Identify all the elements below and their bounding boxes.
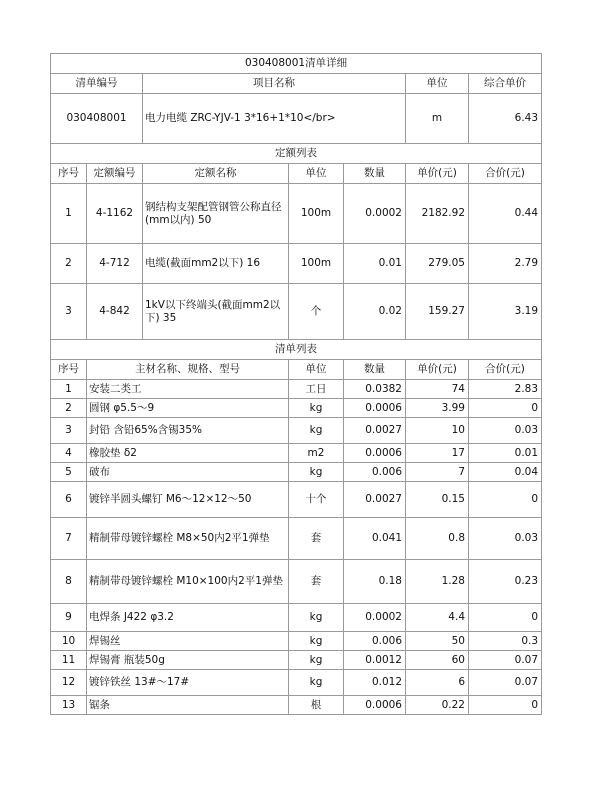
material-unit: m2 — [289, 444, 344, 463]
material-unit: kg — [289, 670, 344, 696]
table-title: 030408001清单详细 — [51, 54, 542, 74]
material-section-title: 清单列表 — [51, 340, 542, 360]
quota-price: 2182.92 — [406, 184, 469, 244]
material-row — [51, 482, 542, 518]
material-seq: 3 — [51, 418, 87, 444]
material-unit: kg — [289, 632, 344, 651]
quota-seq: 3 — [51, 284, 87, 340]
material-qty: 0.006 — [344, 632, 406, 651]
quota-code: 4-842 — [87, 284, 143, 340]
quota-header-unit: 单位 — [289, 164, 344, 184]
quota-unit: 100m — [289, 244, 344, 284]
material-seq: 1 — [51, 380, 87, 399]
material-seq: 5 — [51, 463, 87, 482]
material-row — [51, 604, 542, 632]
material-total: 0 — [469, 696, 542, 715]
material-name: 精制带母镀锌螺栓 M10×100内2平1弹垫 — [87, 560, 289, 604]
material-header-seq: 序号 — [51, 360, 87, 380]
material-unit: kg — [289, 399, 344, 418]
material-total: 0.03 — [469, 518, 542, 560]
quota-name: 1kV以下终端头(截面mm2以下) 35 — [143, 284, 289, 340]
material-header-name: 主材名称、规格、型号 — [87, 360, 289, 380]
material-unit: 套 — [289, 518, 344, 560]
material-row — [51, 399, 542, 418]
material-name: 镀锌半圆头螺钉 M6～12×12～50 — [87, 482, 289, 518]
material-price: 7 — [406, 463, 469, 482]
material-seq: 2 — [51, 399, 87, 418]
material-unit: kg — [289, 651, 344, 670]
material-unit: 十个 — [289, 482, 344, 518]
quota-code: 4-712 — [87, 244, 143, 284]
material-rows — [51, 380, 542, 715]
material-price: 0.8 — [406, 518, 469, 560]
material-row — [51, 651, 542, 670]
material-name: 锯条 — [87, 696, 289, 715]
material-qty: 0.006 — [344, 463, 406, 482]
header-unit: 单位 — [406, 74, 469, 94]
material-qty: 0.0006 — [344, 399, 406, 418]
material-price: 0.15 — [406, 482, 469, 518]
material-qty: 0.0002 — [344, 604, 406, 632]
material-seq: 4 — [51, 444, 87, 463]
bill-detail-table — [50, 53, 542, 715]
material-seq: 11 — [51, 651, 87, 670]
material-name: 橡胶垫 δ2 — [87, 444, 289, 463]
item-name: 电力电缆 ZRC-YJV-1 3*16+1*10</br> — [143, 94, 406, 144]
material-price: 6 — [406, 670, 469, 696]
material-qty: 0.0027 — [344, 418, 406, 444]
material-total: 0.3 — [469, 632, 542, 651]
quota-row — [51, 244, 542, 284]
material-qty: 0.18 — [344, 560, 406, 604]
material-total: 0.03 — [469, 418, 542, 444]
material-price: 4.4 — [406, 604, 469, 632]
material-price: 17 — [406, 444, 469, 463]
material-row — [51, 518, 542, 560]
material-total: 0.04 — [469, 463, 542, 482]
material-row — [51, 444, 542, 463]
material-seq: 7 — [51, 518, 87, 560]
material-unit: kg — [289, 418, 344, 444]
quota-qty: 0.02 — [344, 284, 406, 340]
material-row — [51, 696, 542, 715]
material-qty: 0.041 — [344, 518, 406, 560]
material-price: 50 — [406, 632, 469, 651]
quota-price: 159.27 — [406, 284, 469, 340]
material-name: 破布 — [87, 463, 289, 482]
quota-unit: 个 — [289, 284, 344, 340]
quota-price: 279.05 — [406, 244, 469, 284]
material-qty: 0.0382 — [344, 380, 406, 399]
material-name: 圆钢 φ5.5～9 — [87, 399, 289, 418]
material-qty: 0.0027 — [344, 482, 406, 518]
material-total: 0.07 — [469, 651, 542, 670]
material-qty: 0.012 — [344, 670, 406, 696]
quota-header-seq: 序号 — [51, 164, 87, 184]
quota-total: 3.19 — [469, 284, 542, 340]
quota-header-name: 定额名称 — [143, 164, 289, 184]
material-name: 精制带母镀锌螺栓 M8×50内2平1弹垫 — [87, 518, 289, 560]
quota-header-qty: 数量 — [344, 164, 406, 184]
material-seq: 9 — [51, 604, 87, 632]
material-row — [51, 463, 542, 482]
header-price: 综合单价 — [469, 74, 542, 94]
quota-unit: 100m — [289, 184, 344, 244]
quota-code: 4-1162 — [87, 184, 143, 244]
quota-name: 钢结构支架配管钢管公称直径(mm以内) 50 — [143, 184, 289, 244]
material-name: 镀锌铁丝 13#～17# — [87, 670, 289, 696]
material-unit: kg — [289, 604, 344, 632]
material-header-total: 合价(元) — [469, 360, 542, 380]
material-unit: 工日 — [289, 380, 344, 399]
material-seq: 13 — [51, 696, 87, 715]
material-qty: 0.0006 — [344, 696, 406, 715]
material-row — [51, 560, 542, 604]
material-row — [51, 380, 542, 399]
item-unit: m — [406, 94, 469, 144]
quota-total: 0.44 — [469, 184, 542, 244]
header-code: 清单编号 — [51, 74, 143, 94]
header-name: 项目名称 — [143, 74, 406, 94]
material-name: 封铅 含铅65%含锡35% — [87, 418, 289, 444]
material-total: 0 — [469, 604, 542, 632]
material-total: 2.83 — [469, 380, 542, 399]
item-code: 030408001 — [51, 94, 143, 144]
material-qty: 0.0006 — [344, 444, 406, 463]
quota-header-code: 定额编号 — [87, 164, 143, 184]
material-name: 焊锡丝 — [87, 632, 289, 651]
material-price: 0.22 — [406, 696, 469, 715]
material-price: 3.99 — [406, 399, 469, 418]
quota-total: 2.79 — [469, 244, 542, 284]
material-seq: 8 — [51, 560, 87, 604]
material-unit: 根 — [289, 696, 344, 715]
material-price: 74 — [406, 380, 469, 399]
material-name: 安装二类工 — [87, 380, 289, 399]
material-row — [51, 670, 542, 696]
material-seq: 6 — [51, 482, 87, 518]
quota-seq: 2 — [51, 244, 87, 284]
quota-header-price: 单价(元) — [406, 164, 469, 184]
material-seq: 10 — [51, 632, 87, 651]
quota-seq: 1 — [51, 184, 87, 244]
quota-section-title: 定额列表 — [51, 144, 542, 164]
quota-name: 电缆(截面mm2以下) 16 — [143, 244, 289, 284]
material-header-unit: 单位 — [289, 360, 344, 380]
quota-qty: 0.0002 — [344, 184, 406, 244]
material-total: 0.01 — [469, 444, 542, 463]
material-header-price: 单价(元) — [406, 360, 469, 380]
material-total: 0 — [469, 482, 542, 518]
material-total: 0.23 — [469, 560, 542, 604]
material-name: 焊锡膏 瓶装50g — [87, 651, 289, 670]
material-name: 电焊条 J422 φ3.2 — [87, 604, 289, 632]
material-seq: 12 — [51, 670, 87, 696]
item-price: 6.43 — [469, 94, 542, 144]
material-unit: kg — [289, 463, 344, 482]
material-price: 1.28 — [406, 560, 469, 604]
material-row — [51, 632, 542, 651]
quota-header-total: 合价(元) — [469, 164, 542, 184]
material-total: 0 — [469, 399, 542, 418]
material-qty: 0.0012 — [344, 651, 406, 670]
material-total: 0.07 — [469, 670, 542, 696]
material-row — [51, 418, 542, 444]
material-price: 60 — [406, 651, 469, 670]
material-unit: 套 — [289, 560, 344, 604]
quota-qty: 0.01 — [344, 244, 406, 284]
material-price: 10 — [406, 418, 469, 444]
quota-row — [51, 284, 542, 340]
material-header-qty: 数量 — [344, 360, 406, 380]
quota-rows — [51, 184, 542, 340]
quota-row — [51, 184, 542, 244]
